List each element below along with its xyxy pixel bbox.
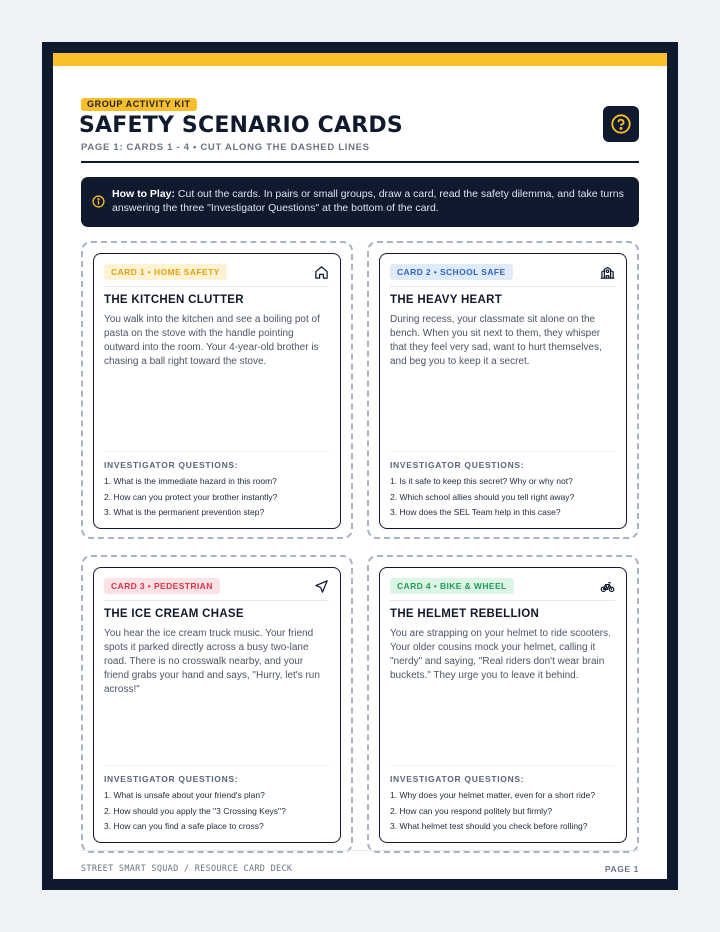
card-4-question-3: 3. What helmet test should you check before rolling? bbox=[390, 821, 588, 831]
home-icon bbox=[314, 265, 329, 280]
card-1-tag: CARD 1 • HOME SAFETY bbox=[104, 264, 227, 280]
card-3-story: You hear the ice cream truck music. Your friend spots it parked directly across a busy two-lane road. There is no crosswalk nearby, and your friend grabs your hand and says, "Hurry, let's run across!" bbox=[104, 628, 320, 695]
card-2-question-2: 2. Which school allies should you tell right away? bbox=[390, 492, 575, 502]
scenario-card-1 bbox=[93, 253, 341, 529]
card-3-title: THE ICE CREAM CHASE bbox=[104, 608, 244, 620]
card-3-divider bbox=[104, 600, 329, 601]
cut-line-card-3 bbox=[81, 555, 353, 853]
card-4-questions-divider bbox=[390, 765, 615, 766]
school-icon bbox=[600, 265, 615, 280]
page-subtitle: PAGE 1: CARDS 1 - 4 • CUT ALONG THE DASHED LINES bbox=[81, 142, 370, 153]
card-1-story: You walk into the kitchen and see a boiling pot of pasta on the stove with the handle pointing outward into the room. Your 4-year-old brother is chasing a ball right toward the stove. bbox=[104, 314, 320, 367]
footer-divider bbox=[81, 850, 639, 851]
cut-line-card-4 bbox=[367, 555, 639, 853]
card-1-divider bbox=[104, 286, 329, 287]
header-divider bbox=[81, 161, 639, 163]
how-to-play-text bbox=[112, 187, 627, 215]
card-3-question-2: 2. How should you apply the "3 Crossing Keys"? bbox=[104, 806, 286, 816]
footer-deck-name: STREET SMART SQUAD / RESOURCE CARD DECK bbox=[81, 864, 293, 874]
cut-line-card-1 bbox=[81, 241, 353, 539]
top-accent-bar bbox=[53, 53, 667, 66]
document-page bbox=[53, 53, 667, 879]
card-3-questions-heading: INVESTIGATOR QUESTIONS: bbox=[104, 774, 239, 784]
card-1-title: THE KITCHEN CLUTTER bbox=[104, 294, 244, 306]
card-2-tag: CARD 2 • SCHOOL SAFE bbox=[390, 264, 513, 280]
card-4-question-1: 1. Why does your helmet matter, even for a short ride? bbox=[390, 790, 596, 800]
scenario-card-4 bbox=[379, 567, 627, 843]
card-2-questions-heading: INVESTIGATOR QUESTIONS: bbox=[390, 460, 525, 470]
how-to-play-label: How to Play: bbox=[112, 188, 176, 200]
info-icon bbox=[92, 195, 105, 208]
help-button[interactable] bbox=[603, 106, 639, 142]
card-1-question-2: 2. How can you protect your brother instantly? bbox=[104, 492, 278, 502]
bicycle-icon bbox=[600, 579, 615, 594]
card-4-title: THE HELMET REBELLION bbox=[390, 608, 540, 620]
card-2-story: During recess, your classmate sit alone on the bench. When you sit next to them, they whisper that they feel very sad, want to hurt themselves, and beg you to keep it a secret. bbox=[390, 314, 602, 367]
card-2-question-3: 3. How does the SEL Team help in this case? bbox=[390, 507, 561, 517]
how-to-play-panel bbox=[81, 177, 639, 227]
footer-page-number: PAGE 1 bbox=[604, 864, 639, 874]
scenario-card-2 bbox=[379, 253, 627, 529]
kit-badge: GROUP ACTIVITY KIT bbox=[81, 98, 197, 111]
card-3-questions-divider bbox=[104, 765, 329, 766]
card-3-question-3: 3. How can you find a safe place to cross? bbox=[104, 821, 264, 831]
navigation-arrow-icon bbox=[314, 579, 329, 594]
page-title: SAFETY SCENARIO CARDS bbox=[79, 113, 403, 138]
card-4-questions-heading: INVESTIGATOR QUESTIONS: bbox=[390, 774, 525, 784]
card-2-divider bbox=[390, 286, 615, 287]
card-1-questions-divider bbox=[104, 451, 329, 452]
cut-line-card-2 bbox=[367, 241, 639, 539]
card-4-tag: CARD 4 • BIKE & WHEEL bbox=[390, 578, 514, 594]
card-4-story: You are strapping on your helmet to ride scooters. Your older cousins mock your helmet, calling it "nerdy" and saying, "Real riders don't wear brain buckets." They urge you to leave it behind. bbox=[390, 628, 611, 681]
card-2-title: THE HEAVY HEART bbox=[390, 294, 503, 306]
page-frame bbox=[42, 42, 678, 890]
card-3-question-1: 1. What is unsafe about your friend's plan? bbox=[104, 790, 265, 800]
how-to-play-body: Cut out the cards. In pairs or small groups, draw a card, read the safety dilemma, and take turns answering the three "Investigator Questions" at the bottom of the card. bbox=[112, 188, 624, 214]
card-2-questions-divider bbox=[390, 451, 615, 452]
card-4-question-2: 2. How can you respond politely but firmly? bbox=[390, 806, 553, 816]
card-2-question-1: 1. Is it safe to keep this secret? Why or why not? bbox=[390, 476, 573, 486]
card-4-divider bbox=[390, 600, 615, 601]
card-3-tag: CARD 3 • PEDESTRIAN bbox=[104, 578, 220, 594]
scenario-card-3 bbox=[93, 567, 341, 843]
card-1-question-3: 3. What is the permanent prevention step? bbox=[104, 507, 265, 517]
card-1-questions-heading: INVESTIGATOR QUESTIONS: bbox=[104, 460, 239, 470]
card-1-question-1: 1. What is the immediate hazard in this room? bbox=[104, 476, 277, 486]
question-circle-icon bbox=[610, 113, 632, 135]
